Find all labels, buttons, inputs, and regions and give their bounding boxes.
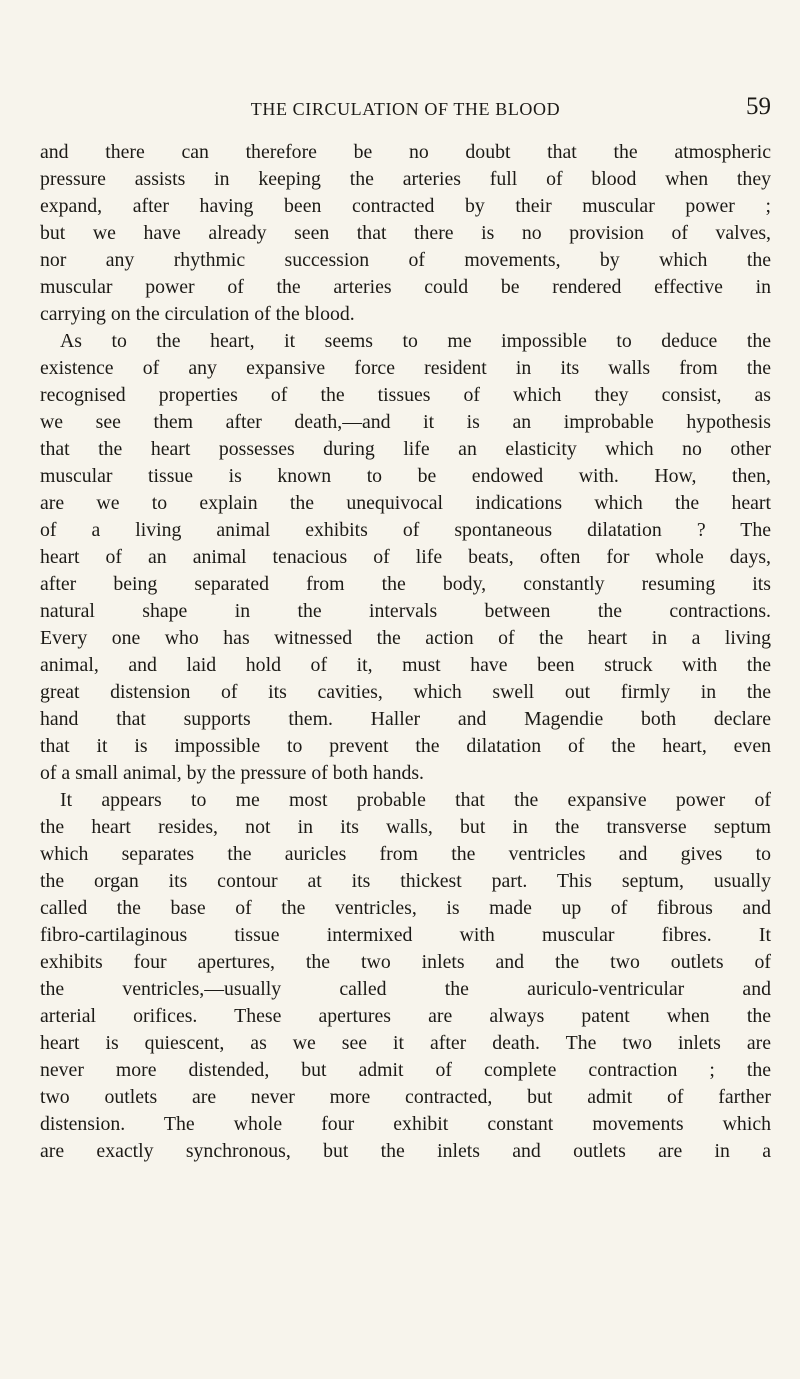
text-line: two outlets are never more contracted, but admit of farther [40, 1086, 771, 1108]
running-title: THE CIRCULATION OF THE BLOOD [250, 99, 561, 119]
text-line: animal, and laid hold of it, must have been struck with the [40, 654, 771, 676]
text-line: but we have already seen that there is no provision of valves, [40, 222, 771, 244]
text-line: natural shape in the intervals between the contractions. [40, 600, 771, 622]
text-line: are exactly synchronous, but the inlets and outlets are in a [40, 1140, 771, 1162]
running-head [40, 94, 771, 124]
text-line: that it is impossible to prevent the dilatation of the heart, even [40, 735, 771, 757]
text-line: the heart resides, not in its walls, but in the transverse septum [40, 816, 771, 838]
text-line: and there can therefore be no doubt that the atmospheric [40, 141, 771, 163]
text-line: the ventricles,—usually called the auriculo-ventricular and [40, 978, 771, 1000]
page-number: 59 [746, 93, 771, 120]
text-line: of a small animal, by the pressure of both hands. [40, 762, 424, 784]
text-line: are we to explain the unequivocal indications which the heart [40, 492, 771, 514]
text-line: carrying on the circulation of the blood. [40, 303, 355, 325]
body-text [40, 139, 771, 1165]
text-line: pressure assists in keeping the arteries full of blood when they [40, 168, 771, 190]
text-line: Every one who has witnessed the action of the heart in a living [40, 627, 771, 649]
text-line: existence of any expansive force resident in its walls from the [40, 357, 771, 379]
text-line: recognised properties of the tissues of which they consist, as [40, 384, 771, 406]
text-line: muscular tissue is known to be endowed with. How, then, [40, 465, 771, 487]
text-line: expand, after having been contracted by their muscular power ; [40, 195, 771, 217]
text-line: arterial orifices. These apertures are always patent when the [40, 1005, 771, 1027]
text-line: after being separated from the body, constantly resuming its [40, 573, 771, 595]
text-line: that the heart possesses during life an elasticity which no other [40, 438, 771, 460]
text-line: distension. The whole four exhibit constant movements which [40, 1113, 771, 1135]
text-line: hand that supports them. Haller and Magendie both declare [40, 708, 771, 730]
text-line: the organ its contour at its thickest part. This septum, usually [40, 870, 771, 892]
text-line: great distension of its cavities, which swell out firmly in the [40, 681, 771, 703]
text-line: fibro-cartilaginous tissue intermixed with muscular fibres. It [40, 924, 771, 946]
text-line: nor any rhythmic succession of movements, by which the [40, 249, 771, 271]
text-line: It appears to me most probable that the expansive power of [60, 789, 771, 811]
text-line: muscular power of the arteries could be rendered effective in [40, 276, 771, 298]
text-line: exhibits four apertures, the two inlets and the two outlets of [40, 951, 771, 973]
text-line: which separates the auricles from the ventricles and gives to [40, 843, 771, 865]
text-line: we see them after death,—and it is an improbable hypothesis [40, 411, 771, 433]
text-line: called the base of the ventricles, is made up of fibrous and [40, 897, 771, 919]
text-line: heart of an animal tenacious of life beats, often for whole days, [40, 546, 771, 568]
text-line: of a living animal exhibits of spontaneous dilatation ? The [40, 519, 771, 541]
text-line: heart is quiescent, as we see it after death. The two inlets are [40, 1032, 771, 1054]
text-line: As to the heart, it seems to me impossible to deduce the [60, 330, 771, 352]
text-line: never more distended, but admit of complete contraction ; the [40, 1059, 771, 1081]
